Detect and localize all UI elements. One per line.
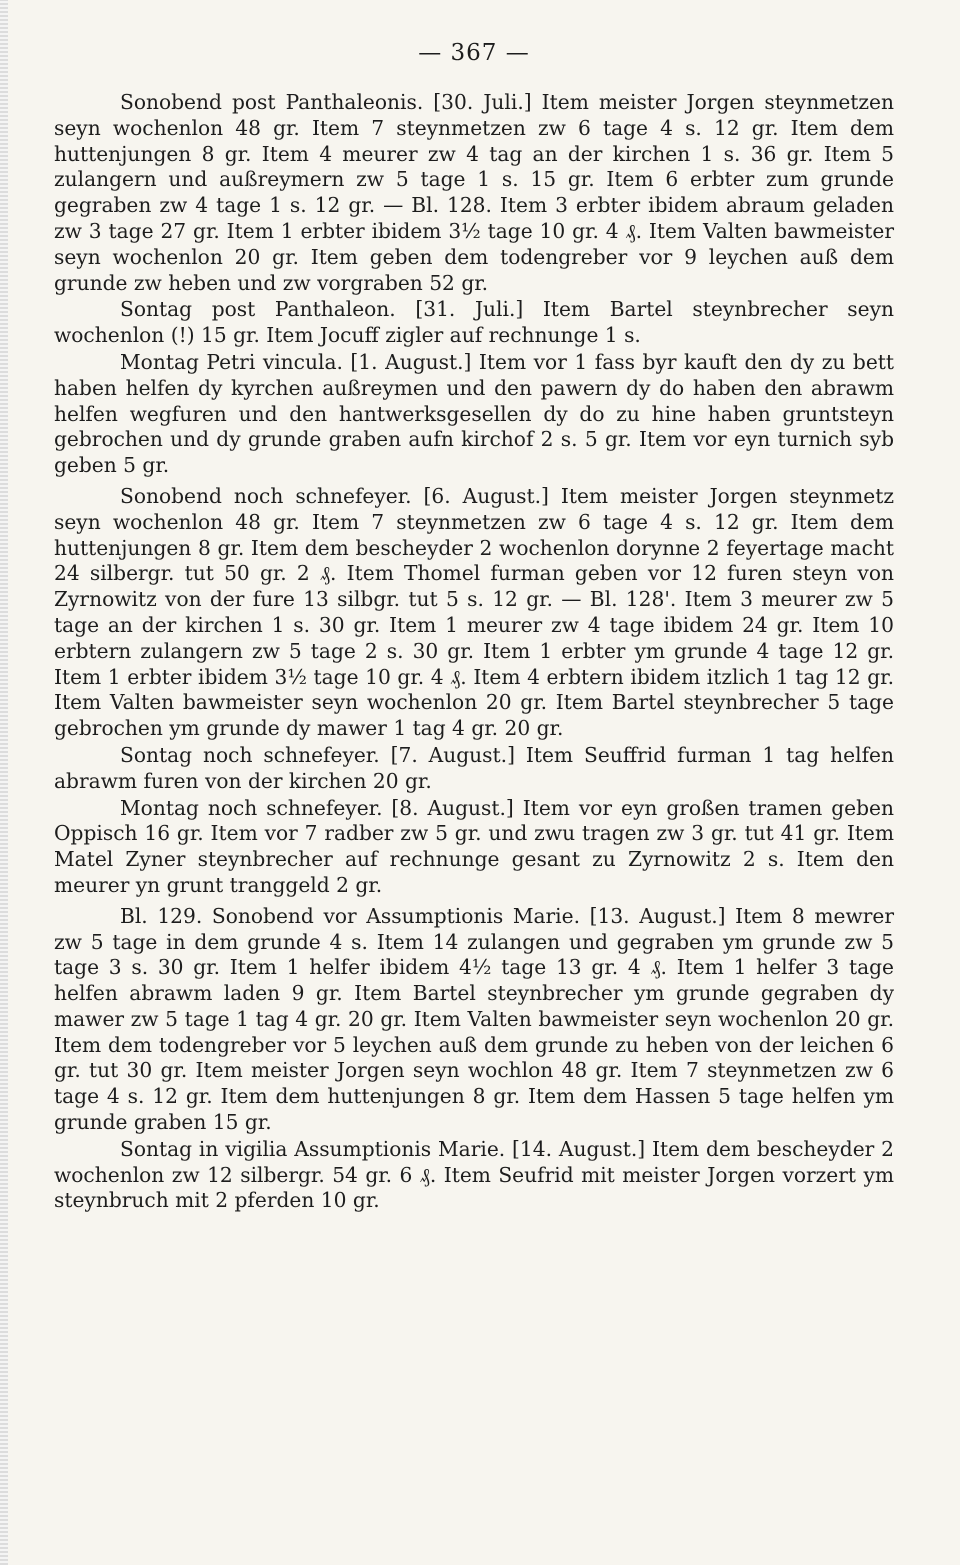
paragraph-1-august: Montag Petri vincula. [1. August.] Item vor 1 fass byr kauft den dy zu bett haben helfen dy kyrchen außreymen und den pawern dy do haben den abrawm helfen wegfuren und den hantwerksgesellen dy do zu hine haben gruntsteyn gebrochen und dy grunde graben aufn kirchof 2 s. 5 gr. Item vor eyn turnich syb geben 5 gr. [54,349,894,478]
paragraph-31-juli: Sontag post Panthaleon. [31. Juli.] Item Bartel steynbrecher seyn wochenlon (!) 15 gr. Item Jocuff zigler auf rechnunge 1 s. [54,297,894,348]
paragraph-6-august: Sonobend noch schnefeyer. [6. August.] Item meister Jorgen steynmetz seyn wochenlon 48 gr. Item 7 steynmetzen zw 6 tage 4 s. 12 gr. Item dem huttenjungen 8 gr. Item dem bescheyder 2 wochenlon dorynne 2 feyertage macht 24 silbergr. tut 50 gr. 2 ₰. Item Thomel furman geben vor 12 furen steyn von Zyrnowitz von der fure 13 silbgr. tut 5 s. 12 gr. — Bl. 128'. Item 3 meurer zw 5 tage an der kirchen 1 s. 30 gr. Item 1 meurer zw 4 tage ibidem 24 gr. Item 10 erbtern zulangern zw 5 tage 2 s. 30 gr. Item 1 erbter ym grunde 4 tage 12 gr. Item 1 erbter ibidem 3½ tage 10 gr. 4 ₰. Item 4 erbtern ibidem itzlich 1 tag 12 gr. Item Valten bawmeister seyn wochenlon 20 gr. Item Bartel steynbrecher 5 tage gebrochen ym grunde dy mawer 1 tag 4 gr. 20 gr. [54,483,894,741]
paragraph-14-august: Sontag in vigilia Assumptionis Marie. [14. August.] Item dem bescheyder 2 wochenlon zw 12 silbergr. 54 gr. 6 ₰. Item Seufrid mit meister Jorgen vorzert ym steynbruch mit 2 pferden 10 gr. [54,1136,894,1213]
document-page [54,40,894,1214]
page-number: — 367 — [418,40,530,66]
paragraph-13-august: Bl. 129. Sonobend vor Assumptionis Marie. [13. August.] Item 8 mewrer zw 5 tage in dem grunde 4 s. Item 14 zulangen und gegraben ym grunde zw 5 tage 3 s. 30 gr. Item 1 helfer ibidem 4½ tage 13 gr. 4 ₰. Item 1 helfer 3 tage helfen abrawm laden 9 gr. Item Bartel steynbrecher ym grunde gegraben dy mawer zw 5 tage 1 tag 4 gr. 20 gr. Item Valten bawmeister seyn wochenlon 20 gr. Item dem todengreber vor 5 leychen auß dem grunde zu heben von der leichen 6 gr. tut 30 gr. Item meister Jorgen seyn wochlon 48 gr. Item 7 steynmetzen zw 6 tage 4 s. 12 gr. Item dem huttenjungen 8 gr. Item dem Hassen 5 tage helfen ym grunde graben 15 gr. [54,903,894,1135]
paragraph-30-juli: Sonobend post Panthaleonis. [30. Juli.] Item meister Jorgen steynmetzen seyn wochenlon 48 gr. Item 7 steynmetzen zw 6 tage 4 s. 12 gr. Item dem huttenjungen 8 gr. Item 4 meurer zw 4 tag an der kirchen 1 s. 36 gr. Item 5 zulangern und außreymern zw 5 tage 1 s. 15 gr. Item 6 erbter zum grunde gegraben zw 4 tage 1 s. 12 gr. — Bl. 128. Item 3 erbter ibidem abraum geladen zw 3 tage 27 gr. Item 1 erbter ibidem 3½ tage 10 gr. 4 ₰. Item Valten bawmeister seyn wochenlon 20 gr. Item geben dem todengreber vor 9 leychen auß dem grunde zw heben und zw vorgraben 52 gr. [54,90,894,295]
scan-edge [0,0,8,1565]
paragraph-7-august: Sontag noch schnefeyer. [7. August.] Item Seuffrid furman 1 tag helfen abrawm furen von der kirchen 20 gr. [54,742,894,793]
paragraph-8-august: Montag noch schnefeyer. [8. August.] Item vor eyn großen tramen geben Oppisch 16 gr. Item vor 7 radber zw 5 gr. und zwu tragen zw 3 gr. tut 41 gr. Item Matel Zyner steynbrecher auf rechnunge gesant zu Zyrnowitz 2 s. Item den meurer yn grunt tranggeld 2 gr. [54,795,894,897]
